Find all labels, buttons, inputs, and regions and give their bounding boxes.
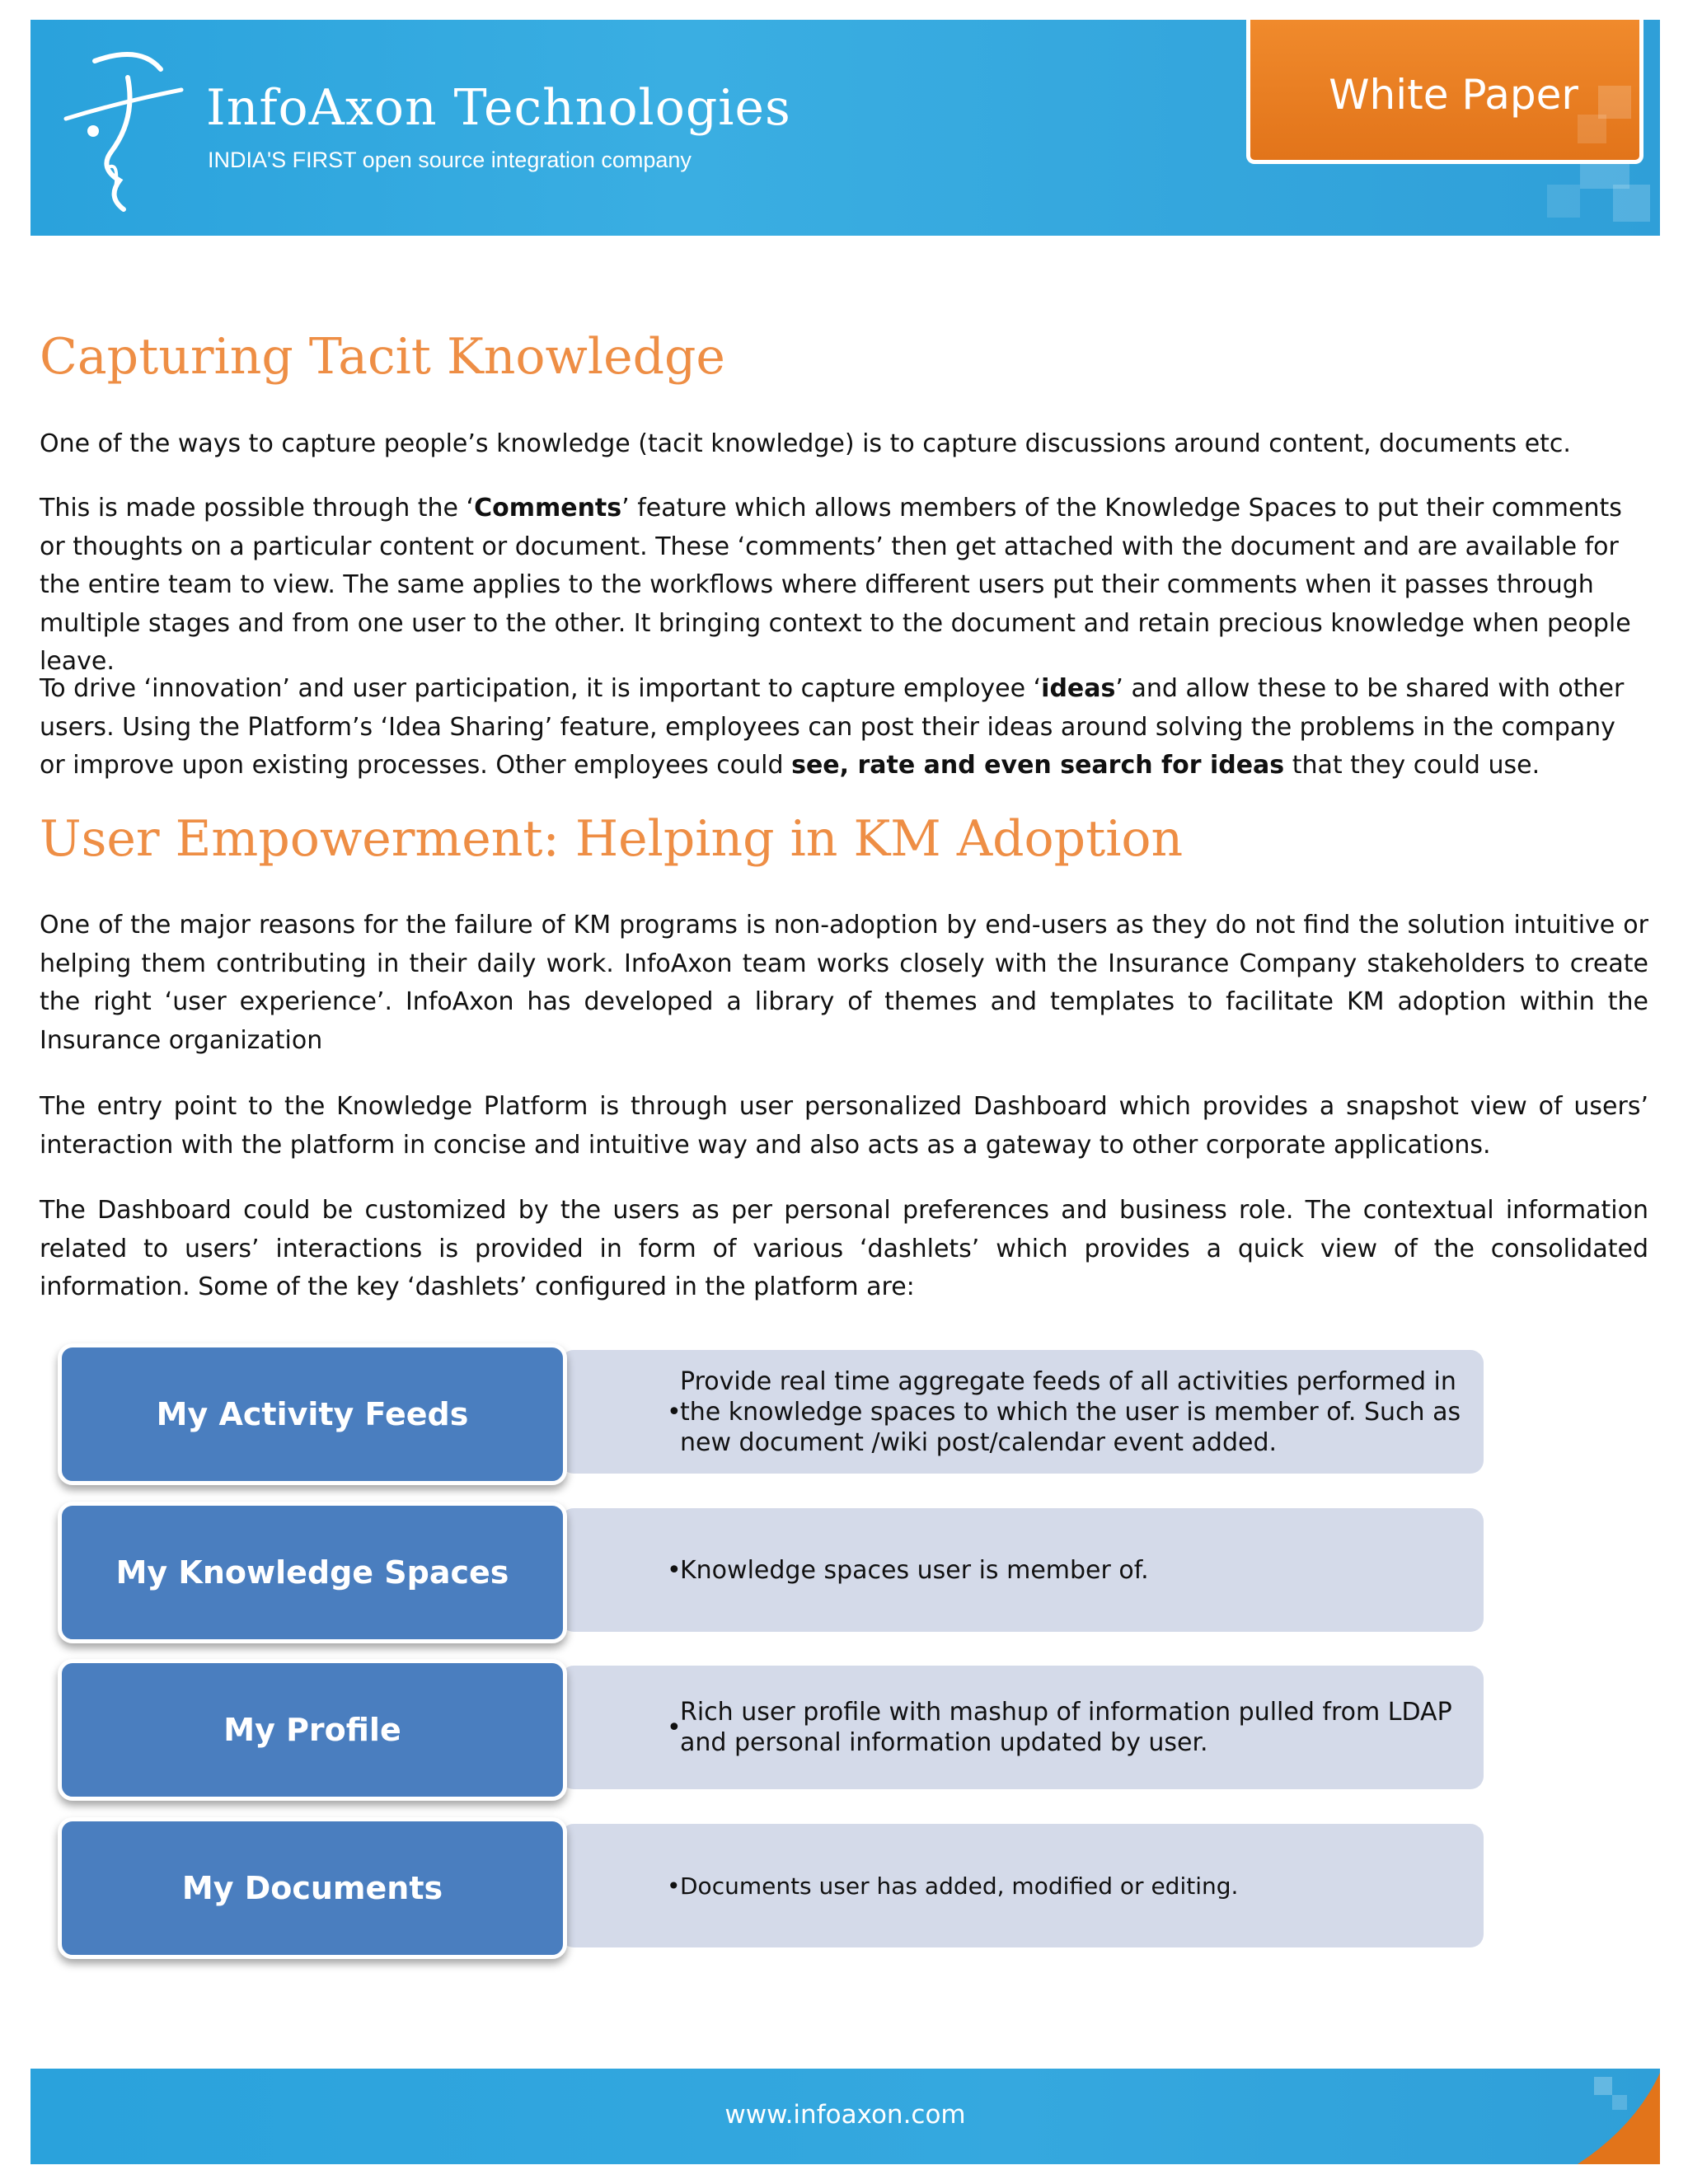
bold-term-comments: Comments — [474, 494, 622, 523]
dashlet-row-knowledge-spaces — [58, 1502, 1484, 1642]
dashlet-description: Documents user has added, modified or editing. — [680, 1872, 1239, 1900]
bullet: • — [667, 1555, 682, 1585]
paragraph-ideas — [40, 670, 1648, 785]
dashlet-label-box: My Activity Feeds — [58, 1343, 567, 1485]
dashlet-row-profile — [58, 1659, 1484, 1799]
dashlet-row-documents — [58, 1817, 1484, 1957]
dashlet-description-panel — [560, 1666, 1484, 1789]
text-run: This is made possible through the ‘ — [40, 494, 475, 523]
dashlet-description: Knowledge spaces user is member of. — [680, 1555, 1149, 1585]
paragraph: The Dashboard could be customized by the users as per personal preferences and business role. The contextual information related to users’ interactions is provided in form of various ‘dashlets’ which provides a quick view of the consolidated information. Some of the key ‘dashlets’ configured in the platform are: — [40, 1196, 1648, 1301]
text-run: ’ and allow these to be shared with other users. Using the Platform’s ‘Idea Sharing’ feature, employees can post their ideas around solving the problems in the company or improve upon existing processes. Other employees could — [40, 674, 1625, 780]
footer-website-url: www.infoaxon.com — [724, 2100, 966, 2130]
bullet: • — [667, 1397, 682, 1427]
bold-term-ideas: ideas — [1041, 674, 1116, 703]
dashlet-description: Provide real time aggregate feeds of all activities performed in the knowledge spaces to which the user is member of. Such as new document /wiki post/calendar event added. — [680, 1366, 1461, 1457]
text-run: that they could use. — [1284, 751, 1540, 780]
dashlet-description: Rich user profile with mashup of information pulled from LDAP and personal information updated by user. — [680, 1698, 1452, 1757]
dashlet-description-panel — [560, 1350, 1484, 1474]
paragraph: The entry point to the Knowledge Platform is through user personalized Dashboard which provides a snapshot view of users’ interaction with the platform in concise and intuitive way and also acts as a gateway to other corporate applications. — [40, 1092, 1648, 1160]
company-name: InfoAxon Technologies — [206, 79, 791, 137]
bullet: • — [667, 1713, 682, 1742]
dashlet-label-box: My Profile — [58, 1659, 567, 1801]
dashlet-description-panel — [560, 1824, 1484, 1947]
infoaxon-logo-icon — [62, 45, 185, 218]
dashlet-description-panel — [560, 1508, 1484, 1632]
section-title-tacit-knowledge: Capturing Tacit Knowledge — [40, 328, 725, 386]
bold-phrase-search-ideas: see, rate and even search for ideas — [791, 751, 1285, 780]
paragraph: One of the major reasons for the failure of KM programs is non-adoption by end-users as they do not find the solution intuitive or helping them contributing in their daily work. InfoAxon team works closely with the Insurance Company stakeholders to create the right ‘user experience’. InfoAxon has developed a library of themes and templates to facilitate KM adoption within the Insurance organization — [40, 911, 1648, 1055]
text-run: To drive ‘innovation’ and user participation, it is important to capture employee ‘ — [40, 674, 1042, 703]
white-paper-badge — [1246, 20, 1643, 164]
dashlet-label-box: My Knowledge Spaces — [58, 1502, 567, 1643]
bullet: • — [667, 1872, 681, 1900]
company-tagline: INDIA'S FIRST open source integration company — [208, 148, 692, 172]
paragraph: One of the ways to capture people’s knowledge (tacit knowledge) is to capture discussions around content, documents etc. — [40, 429, 1571, 458]
text-run: ’ feature which allows members of the Knowledge Spaces to put their comments or thoughts on a particular content or document. These ‘comments’ then get attached with the document and are available for the entire team to view. The same applies to the workflows where different users put their comments when it passes through multiple stages and from one user to the other. It bringing context to the document and retain precious knowledge when people leave. — [40, 494, 1631, 676]
dashlet-row-activity-feeds — [58, 1343, 1484, 1483]
footer-banner — [30, 2069, 1660, 2164]
section-title-user-empowerment: User Empowerment: Helping in KM Adoption — [40, 810, 1184, 868]
dashlet-label-box: My Documents — [58, 1817, 567, 1959]
document-type-label: White Paper — [1329, 71, 1578, 119]
paragraph-comments — [40, 490, 1648, 682]
